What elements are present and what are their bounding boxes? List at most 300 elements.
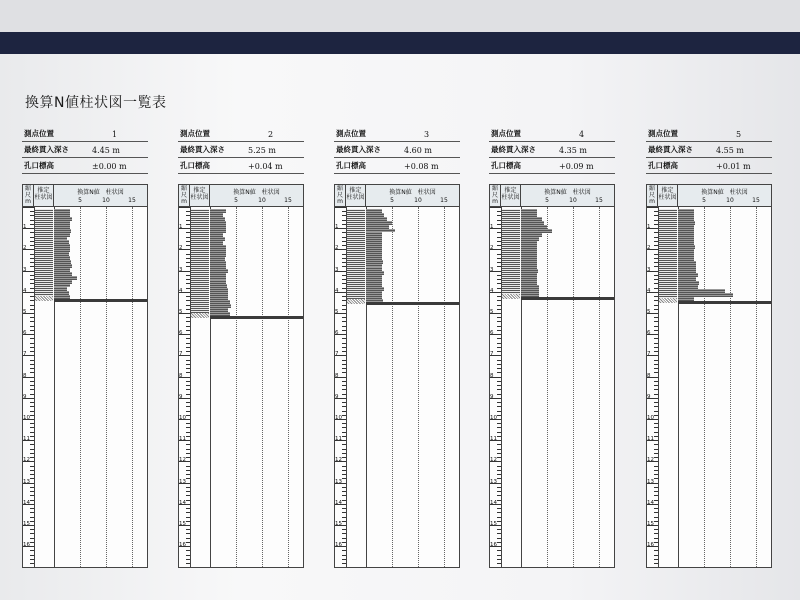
- depth-minor-tick: [497, 559, 501, 560]
- depth-label: 15: [179, 521, 186, 527]
- depth-minor-tick: [654, 300, 658, 301]
- depth-minor-tick: [186, 563, 190, 564]
- n-value-header: [678, 185, 771, 207]
- depth-minor-tick: [30, 436, 34, 437]
- depth-minor-tick: [654, 406, 658, 407]
- log-grid: [489, 184, 615, 568]
- depth-minor-tick: [342, 508, 346, 509]
- depth-minor-tick: [186, 360, 190, 361]
- depth-minor-tick: [30, 508, 34, 509]
- depth-minor-tick: [654, 533, 658, 534]
- depth-minor-tick: [654, 330, 658, 331]
- depth-minor-tick: [342, 351, 346, 352]
- depth-minor-tick: [186, 432, 190, 433]
- depth-minor-tick: [186, 538, 190, 539]
- depth-minor-tick: [342, 343, 346, 344]
- depth-minor-tick: [30, 258, 34, 259]
- depth-minor-tick: [186, 394, 190, 395]
- depth-minor-tick: [497, 220, 501, 221]
- depth-minor-tick: [497, 500, 501, 501]
- n-scale-tick-label: 10: [726, 197, 734, 204]
- depth-minor-tick: [654, 296, 658, 297]
- point-label: 測点位置: [24, 129, 54, 138]
- depth-minor-tick: [186, 529, 190, 530]
- depth-minor-tick: [186, 478, 190, 479]
- depth-minor-tick: [30, 254, 34, 255]
- depth-major-tick: [490, 207, 501, 208]
- depth-minor-tick: [186, 321, 190, 322]
- n-scale-tick-label: 10: [102, 197, 110, 204]
- n-gridline: [547, 207, 548, 567]
- depth-minor-tick: [342, 555, 346, 556]
- n-gridline: [392, 207, 393, 567]
- gravel-layer: [502, 294, 520, 299]
- depth-minor-tick: [497, 538, 501, 539]
- depth-label: 16: [23, 542, 30, 549]
- depth-minor-tick: [497, 389, 501, 390]
- depth-minor-tick: [342, 300, 346, 301]
- depth-minor-tick: [186, 466, 190, 467]
- depth-minor-tick: [654, 385, 658, 386]
- n-gridline: [106, 207, 107, 567]
- depth-minor-tick: [30, 296, 34, 297]
- elev-label: 孔口標高: [491, 161, 521, 170]
- top-dark-band: [0, 32, 800, 54]
- depth-minor-tick: [342, 563, 346, 564]
- depth-minor-tick: [30, 224, 34, 225]
- depth-minor-tick: [30, 262, 34, 263]
- estimated-soil-column: [35, 209, 53, 296]
- depth-label: 12: [23, 457, 30, 464]
- depth-minor-tick: [342, 533, 346, 534]
- n-value-header-title: 換算N値 柱状図: [389, 189, 436, 196]
- depth-minor-tick: [186, 495, 190, 496]
- n-value-header: [210, 185, 303, 207]
- depth-minor-tick: [186, 351, 190, 352]
- depth-minor-tick: [342, 317, 346, 318]
- n-gridline: [704, 207, 705, 567]
- depth-minor-tick: [342, 211, 346, 212]
- point-value: 2: [268, 130, 274, 139]
- depth-label: 2: [490, 245, 494, 252]
- depth-minor-tick: [342, 521, 346, 522]
- depth-minor-tick: [497, 512, 501, 513]
- depth-minor-tick: [654, 360, 658, 361]
- depth-label: 13: [647, 478, 654, 485]
- depth-minor-tick: [186, 330, 190, 331]
- header-row-point: [646, 126, 772, 142]
- depth-minor-tick: [497, 555, 501, 556]
- depth-minor-tick: [497, 237, 501, 238]
- depth-minor-tick: [342, 411, 346, 412]
- depth-minor-tick: [186, 296, 190, 297]
- depth-label: 14: [490, 499, 497, 506]
- n-scale-tick-label: 5: [545, 197, 549, 204]
- depth-minor-tick: [342, 360, 346, 361]
- depth-minor-tick: [497, 288, 501, 289]
- depth-scale-header: 縮 尺 m: [23, 185, 34, 207]
- depth-minor-tick: [186, 470, 190, 471]
- depth-minor-tick: [342, 500, 346, 501]
- depth-minor-tick: [30, 474, 34, 475]
- elev-value: +0.04 m: [248, 162, 283, 171]
- depth-minor-tick: [654, 394, 658, 395]
- depth-label: 6: [179, 330, 183, 337]
- depth-label: 8: [179, 372, 183, 379]
- depth-minor-tick: [497, 533, 501, 534]
- depth-minor-tick: [497, 466, 501, 467]
- depth-minor-tick: [30, 364, 34, 365]
- depth-label: 1: [490, 224, 494, 231]
- depth-label: 16: [490, 542, 497, 549]
- depth-minor-tick: [654, 423, 658, 424]
- depth-minor-tick: [497, 444, 501, 445]
- depth-minor-tick: [30, 406, 34, 407]
- depth-minor-tick: [654, 283, 658, 284]
- depth-minor-tick: [186, 415, 190, 416]
- n-scale-tick-label: 15: [752, 197, 760, 204]
- depth-label: 最終貫入深さ: [336, 145, 381, 154]
- depth-minor-tick: [497, 381, 501, 382]
- depth-label: 12: [179, 457, 186, 464]
- depth-minor-tick: [497, 436, 501, 437]
- depth-label: 14: [335, 499, 342, 506]
- depth-minor-tick: [30, 453, 34, 454]
- depth-minor-tick: [654, 372, 658, 373]
- depth-minor-tick: [30, 533, 34, 534]
- depth-label: 7: [490, 351, 494, 358]
- depth-minor-tick: [186, 237, 190, 238]
- depth-major-tick: [647, 207, 658, 208]
- depth-value: 5.25 m: [248, 146, 276, 155]
- header-row-point: [178, 126, 304, 142]
- depth-minor-tick: [654, 550, 658, 551]
- depth-minor-tick: [654, 275, 658, 276]
- depth-label: 11: [335, 436, 342, 443]
- depth-minor-tick: [30, 550, 34, 551]
- depth-minor-tick: [342, 478, 346, 479]
- elev-label: 孔口標高: [648, 161, 678, 170]
- depth-minor-tick: [342, 529, 346, 530]
- depth-minor-tick: [186, 423, 190, 424]
- n-gridline: [444, 207, 445, 567]
- depth-minor-tick: [186, 211, 190, 212]
- depth-minor-tick: [497, 385, 501, 386]
- depth-minor-tick: [342, 470, 346, 471]
- depth-label: 16: [647, 542, 654, 549]
- depth-minor-tick: [30, 279, 34, 280]
- depth-minor-tick: [30, 487, 34, 488]
- depth-minor-tick: [497, 368, 501, 369]
- depth-minor-tick: [497, 232, 501, 233]
- depth-minor-tick: [342, 245, 346, 246]
- depth-minor-tick: [30, 326, 34, 327]
- depth-minor-tick: [497, 338, 501, 339]
- depth-minor-tick: [30, 538, 34, 539]
- depth-minor-tick: [497, 449, 501, 450]
- depth-minor-tick: [186, 262, 190, 263]
- depth-label: 8: [490, 372, 494, 379]
- header-row-elev: [178, 158, 304, 174]
- depth-value: 4.45 m: [92, 146, 120, 155]
- depth-minor-tick: [186, 279, 190, 280]
- depth-minor-tick: [497, 563, 501, 564]
- depth-minor-tick: [342, 394, 346, 395]
- depth-minor-tick: [30, 411, 34, 412]
- depth-minor-tick: [342, 427, 346, 428]
- depth-minor-tick: [342, 266, 346, 267]
- depth-minor-tick: [30, 360, 34, 361]
- depth-minor-tick: [654, 237, 658, 238]
- depth-label: 3: [179, 266, 183, 273]
- depth-minor-tick: [30, 220, 34, 221]
- depth-minor-tick: [654, 262, 658, 263]
- n-scale-tick-label: 5: [390, 197, 394, 204]
- depth-minor-tick: [186, 266, 190, 267]
- depth-minor-tick: [342, 338, 346, 339]
- depth-label: 12: [647, 457, 654, 464]
- depth-minor-tick: [497, 517, 501, 518]
- depth-label: 15: [23, 521, 30, 527]
- depth-minor-tick: [497, 364, 501, 365]
- depth-label: 5: [647, 309, 651, 315]
- depth-minor-tick: [30, 415, 34, 416]
- depth-minor-tick: [654, 254, 658, 255]
- depth-minor-tick: [342, 237, 346, 238]
- depth-minor-tick: [186, 254, 190, 255]
- depth-minor-tick: [342, 224, 346, 225]
- n-scale-tick-label: 10: [569, 197, 577, 204]
- depth-label: 4: [335, 287, 339, 294]
- boring-column-5: [646, 126, 772, 568]
- depth-minor-tick: [654, 436, 658, 437]
- depth-minor-tick: [654, 347, 658, 348]
- depth-minor-tick: [186, 258, 190, 259]
- depth-minor-tick: [186, 381, 190, 382]
- depth-label: 4: [23, 287, 27, 294]
- depth-minor-tick: [30, 215, 34, 216]
- depth-major-tick: [179, 207, 190, 208]
- depth-minor-tick: [654, 338, 658, 339]
- depth-label: 13: [490, 478, 497, 485]
- point-value: 3: [424, 130, 430, 139]
- depth-label: 11: [647, 436, 654, 443]
- depth-minor-tick: [186, 500, 190, 501]
- depth-minor-tick: [497, 495, 501, 496]
- depth-minor-tick: [186, 508, 190, 509]
- depth-minor-tick: [497, 508, 501, 509]
- depth-label: 9: [335, 393, 339, 400]
- depth-minor-tick: [186, 338, 190, 339]
- depth-minor-tick: [186, 487, 190, 488]
- depth-minor-tick: [654, 279, 658, 280]
- depth-label: 10: [647, 415, 654, 421]
- elev-label: 孔口標高: [180, 161, 210, 170]
- point-label: 測点位置: [180, 129, 210, 138]
- depth-minor-tick: [186, 241, 190, 242]
- depth-minor-tick: [186, 389, 190, 390]
- depth-minor-tick: [342, 389, 346, 390]
- depth-minor-tick: [30, 305, 34, 306]
- depth-label: 4: [647, 287, 651, 294]
- depth-minor-tick: [186, 372, 190, 373]
- header-row-point: [22, 126, 148, 142]
- depth-minor-tick: [342, 258, 346, 259]
- depth-minor-tick: [186, 347, 190, 348]
- depth-minor-tick: [342, 406, 346, 407]
- depth-minor-tick: [497, 351, 501, 352]
- depth-minor-tick: [30, 470, 34, 471]
- depth-minor-tick: [342, 550, 346, 551]
- depth-label: 3: [23, 266, 27, 273]
- depth-minor-tick: [30, 449, 34, 450]
- depth-label: 7: [23, 351, 27, 358]
- depth-minor-tick: [30, 317, 34, 318]
- depth-scale-header: 縮 尺 m: [647, 185, 658, 207]
- depth-minor-tick: [654, 245, 658, 246]
- depth-minor-tick: [654, 555, 658, 556]
- depth-minor-tick: [186, 449, 190, 450]
- depth-label: 最終貫入深さ: [648, 145, 693, 154]
- depth-minor-tick: [497, 411, 501, 412]
- depth-minor-tick: [30, 389, 34, 390]
- depth-minor-tick: [497, 275, 501, 276]
- page-title: 換算N値柱状図一覧表: [25, 95, 167, 111]
- depth-minor-tick: [342, 279, 346, 280]
- depth-minor-tick: [342, 453, 346, 454]
- elev-value: +0.08 m: [404, 162, 439, 171]
- depth-minor-tick: [654, 517, 658, 518]
- depth-label: 1: [335, 224, 339, 231]
- depth-minor-tick: [186, 385, 190, 386]
- n-value-header-title: 換算N値 柱状図: [701, 189, 748, 196]
- depth-minor-tick: [30, 232, 34, 233]
- depth-minor-tick: [342, 491, 346, 492]
- depth-label: 6: [335, 330, 339, 337]
- depth-scale-header: 縮 尺 m: [490, 185, 501, 207]
- estimated-log-header: 推定 柱状図: [658, 185, 678, 207]
- depth-label: 14: [647, 499, 654, 506]
- depth-minor-tick: [342, 402, 346, 403]
- n-value-header-title: 換算N値 柱状図: [544, 189, 591, 196]
- header-row-elev: [22, 158, 148, 174]
- n-scale-tick-label: 15: [128, 197, 136, 204]
- depth-minor-tick: [654, 241, 658, 242]
- depth-minor-tick: [30, 330, 34, 331]
- depth-minor-tick: [342, 372, 346, 373]
- point-label: 測点位置: [491, 129, 521, 138]
- depth-minor-tick: [654, 453, 658, 454]
- depth-minor-tick: [342, 321, 346, 322]
- depth-minor-tick: [342, 444, 346, 445]
- n-gridline: [573, 207, 574, 567]
- depth-label: 6: [23, 330, 27, 337]
- depth-minor-tick: [654, 508, 658, 509]
- refusal-bar: [521, 297, 614, 300]
- n-scale-tick-label: 15: [440, 197, 448, 204]
- depth-minor-tick: [342, 232, 346, 233]
- depth-minor-tick: [654, 411, 658, 412]
- depth-label: 12: [490, 457, 497, 464]
- depth-minor-tick: [497, 427, 501, 428]
- depth-minor-tick: [186, 550, 190, 551]
- depth-minor-tick: [342, 283, 346, 284]
- depth-minor-tick: [654, 220, 658, 221]
- depth-minor-tick: [342, 436, 346, 437]
- depth-minor-tick: [497, 394, 501, 395]
- depth-minor-tick: [654, 258, 658, 259]
- depth-minor-tick: [186, 406, 190, 407]
- depth-minor-tick: [342, 559, 346, 560]
- depth-minor-tick: [497, 317, 501, 318]
- n-scale-tick-label: 10: [258, 197, 266, 204]
- depth-minor-tick: [342, 542, 346, 543]
- depth-minor-tick: [30, 368, 34, 369]
- header-row-elev: [334, 158, 460, 174]
- header-row-depth: [334, 142, 460, 158]
- n-value-header: [521, 185, 614, 207]
- depth-minor-tick: [30, 343, 34, 344]
- depth-minor-tick: [342, 254, 346, 255]
- n-gridline: [80, 207, 81, 567]
- depth-minor-tick: [654, 309, 658, 310]
- estimated-soil-column: [502, 209, 520, 294]
- depth-minor-tick: [30, 372, 34, 373]
- boring-column-4: [489, 126, 615, 568]
- depth-label: 9: [179, 393, 183, 400]
- depth-minor-tick: [497, 330, 501, 331]
- depth-minor-tick: [654, 529, 658, 530]
- depth-minor-tick: [342, 466, 346, 467]
- depth-minor-tick: [497, 326, 501, 327]
- depth-minor-tick: [186, 283, 190, 284]
- depth-label: 6: [647, 330, 651, 337]
- depth-minor-tick: [186, 215, 190, 216]
- depth-minor-tick: [497, 254, 501, 255]
- depth-minor-tick: [30, 491, 34, 492]
- depth-minor-tick: [342, 495, 346, 496]
- n-scale-tick-label: 5: [78, 197, 82, 204]
- depth-label: 11: [490, 436, 497, 443]
- n-gridline: [262, 207, 263, 567]
- depth-label: 16: [179, 542, 186, 549]
- depth-minor-tick: [186, 555, 190, 556]
- depth-minor-tick: [342, 347, 346, 348]
- depth-minor-tick: [186, 411, 190, 412]
- depth-label: 8: [335, 372, 339, 379]
- depth-minor-tick: [30, 512, 34, 513]
- depth-minor-tick: [342, 538, 346, 539]
- depth-minor-tick: [30, 394, 34, 395]
- depth-label: 10: [490, 415, 497, 421]
- depth-minor-tick: [186, 309, 190, 310]
- point-label: 測点位置: [336, 129, 366, 138]
- n-value-header: [366, 185, 459, 207]
- depth-minor-tick: [30, 432, 34, 433]
- depth-minor-tick: [497, 266, 501, 267]
- depth-label: 7: [647, 351, 651, 358]
- depth-minor-tick: [497, 470, 501, 471]
- depth-label: 7: [179, 351, 183, 358]
- depth-label: 13: [179, 478, 186, 485]
- depth-minor-tick: [30, 444, 34, 445]
- boring-column-1: [22, 126, 148, 568]
- depth-minor-tick: [497, 224, 501, 225]
- depth-minor-tick: [342, 330, 346, 331]
- header-row-elev: [646, 158, 772, 174]
- depth-minor-tick: [654, 364, 658, 365]
- depth-minor-tick: [342, 296, 346, 297]
